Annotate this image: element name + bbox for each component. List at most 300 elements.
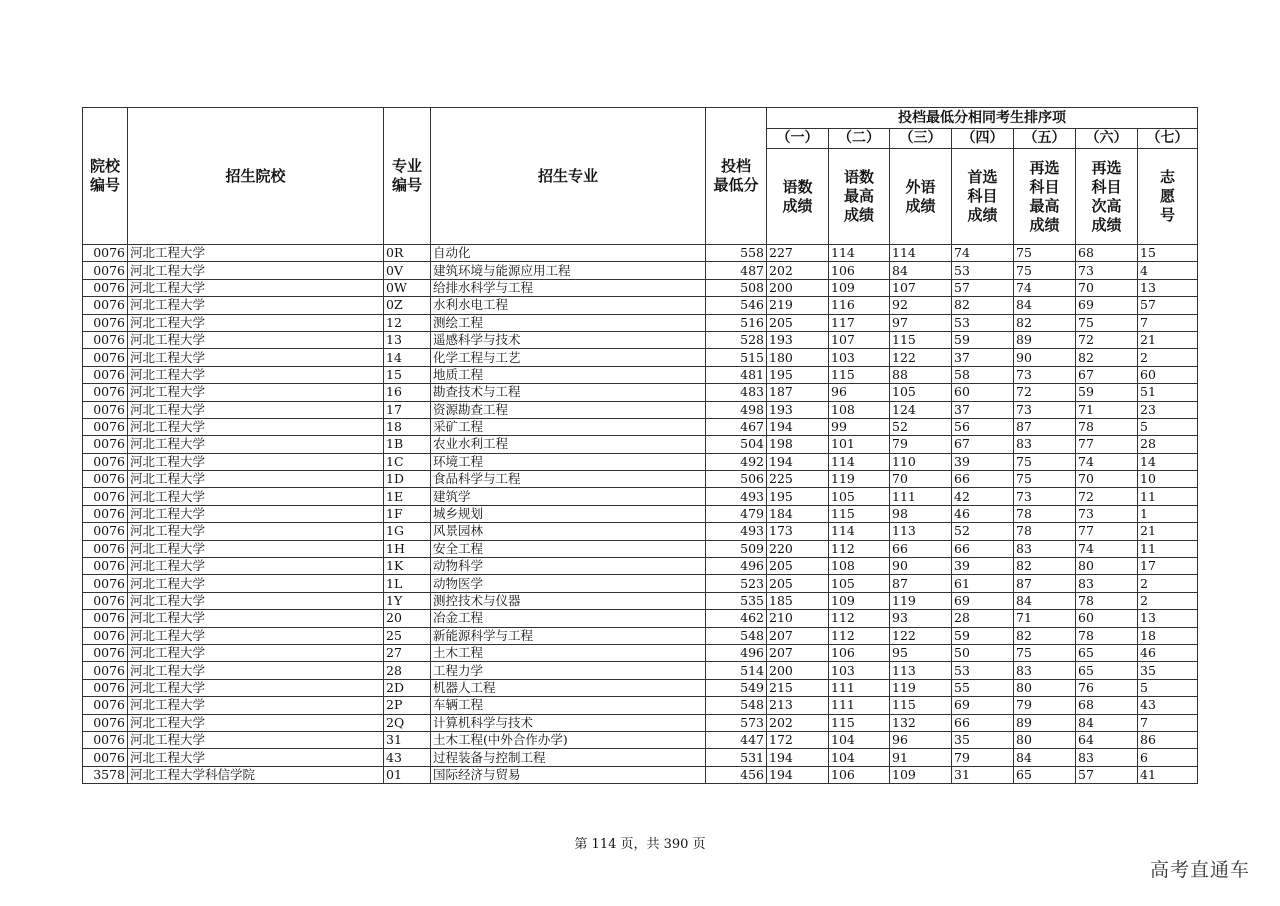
school-name-cell: 河北工程大学 bbox=[128, 453, 384, 470]
school-code-cell: 0076 bbox=[83, 714, 128, 731]
chinese-math-score-cell: 205 bbox=[767, 314, 829, 331]
min-score-cell: 481 bbox=[706, 366, 767, 383]
chinese-math-max-cell: 105 bbox=[829, 575, 890, 592]
table-row bbox=[83, 262, 1198, 279]
chinese-math-score-cell: 185 bbox=[767, 592, 829, 609]
major-code-cell: 17 bbox=[384, 401, 431, 418]
chinese-math-score-cell: 219 bbox=[767, 297, 829, 314]
preference-number-cell: 7 bbox=[1138, 314, 1198, 331]
reselect-max-score-cell: 74 bbox=[1014, 279, 1076, 296]
major-name-cell: 自动化 bbox=[431, 245, 706, 262]
chinese-math-max-cell: 108 bbox=[829, 558, 890, 575]
table-row bbox=[83, 331, 1198, 348]
chinese-math-score-cell: 194 bbox=[767, 418, 829, 435]
school-code-cell: 0076 bbox=[83, 471, 128, 488]
reselect-max-score-cell: 82 bbox=[1014, 627, 1076, 644]
chinese-math-max-cell: 117 bbox=[829, 314, 890, 331]
min-score-cell: 548 bbox=[706, 627, 767, 644]
reselect-second-score-cell: 59 bbox=[1076, 384, 1138, 401]
min-score-cell: 456 bbox=[706, 766, 767, 783]
school-name-cell: 河北工程大学 bbox=[128, 297, 384, 314]
header-rank-number: （七） bbox=[1138, 129, 1198, 149]
chinese-math-max-cell: 119 bbox=[829, 471, 890, 488]
major-code-cell: 28 bbox=[384, 662, 431, 679]
first-subject-score-cell: 82 bbox=[952, 297, 1014, 314]
table-row bbox=[83, 453, 1198, 470]
school-code-cell: 0076 bbox=[83, 679, 128, 696]
reselect-max-score-cell: 79 bbox=[1014, 697, 1076, 714]
min-score-cell: 493 bbox=[706, 488, 767, 505]
foreign-lang-score-cell: 110 bbox=[890, 453, 952, 470]
school-code-cell: 0076 bbox=[83, 488, 128, 505]
header-rank-item: 语数 成绩 bbox=[767, 149, 829, 245]
min-score-cell: 467 bbox=[706, 418, 767, 435]
major-name-cell: 农业水利工程 bbox=[431, 436, 706, 453]
school-code-cell: 3578 bbox=[83, 766, 128, 783]
school-name-cell: 河北工程大学 bbox=[128, 662, 384, 679]
major-code-cell: 18 bbox=[384, 418, 431, 435]
table-row bbox=[83, 314, 1198, 331]
foreign-lang-score-cell: 96 bbox=[890, 731, 952, 748]
preference-number-cell: 2 bbox=[1138, 575, 1198, 592]
preference-number-cell: 17 bbox=[1138, 558, 1198, 575]
reselect-max-score-cell: 83 bbox=[1014, 540, 1076, 557]
reselect-second-score-cell: 76 bbox=[1076, 679, 1138, 696]
chinese-math-score-cell: 195 bbox=[767, 366, 829, 383]
chinese-math-max-cell: 103 bbox=[829, 662, 890, 679]
reselect-second-score-cell: 78 bbox=[1076, 418, 1138, 435]
first-subject-score-cell: 50 bbox=[952, 644, 1014, 661]
min-score-cell: 514 bbox=[706, 662, 767, 679]
table-row bbox=[83, 592, 1198, 609]
foreign-lang-score-cell: 124 bbox=[890, 401, 952, 418]
major-code-cell: 20 bbox=[384, 610, 431, 627]
reselect-second-score-cell: 71 bbox=[1076, 401, 1138, 418]
major-name-cell: 食品科学与工程 bbox=[431, 471, 706, 488]
preference-number-cell: 51 bbox=[1138, 384, 1198, 401]
foreign-lang-score-cell: 52 bbox=[890, 418, 952, 435]
header-ranking-group: 投档最低分相同考生排序项 bbox=[767, 108, 1198, 129]
chinese-math-max-cell: 107 bbox=[829, 331, 890, 348]
header-school-code: 院校 编号 bbox=[83, 108, 128, 245]
preference-number-cell: 43 bbox=[1138, 697, 1198, 714]
chinese-math-max-cell: 116 bbox=[829, 297, 890, 314]
chinese-math-score-cell: 215 bbox=[767, 679, 829, 696]
preference-number-cell: 18 bbox=[1138, 627, 1198, 644]
preference-number-cell: 13 bbox=[1138, 279, 1198, 296]
preference-number-cell: 46 bbox=[1138, 644, 1198, 661]
school-name-cell: 河北工程大学 bbox=[128, 523, 384, 540]
school-name-cell: 河北工程大学 bbox=[128, 262, 384, 279]
reselect-second-score-cell: 68 bbox=[1076, 245, 1138, 262]
reselect-max-score-cell: 87 bbox=[1014, 575, 1076, 592]
first-subject-score-cell: 59 bbox=[952, 627, 1014, 644]
major-code-cell: 1D bbox=[384, 471, 431, 488]
chinese-math-score-cell: 210 bbox=[767, 610, 829, 627]
header-rank-item: 再选 科目 次高 成绩 bbox=[1076, 149, 1138, 245]
table-row bbox=[83, 505, 1198, 522]
foreign-lang-score-cell: 122 bbox=[890, 627, 952, 644]
table-row bbox=[83, 366, 1198, 383]
chinese-math-max-cell: 106 bbox=[829, 644, 890, 661]
major-code-cell: 0V bbox=[384, 262, 431, 279]
preference-number-cell: 11 bbox=[1138, 488, 1198, 505]
table-row bbox=[83, 644, 1198, 661]
preference-number-cell: 21 bbox=[1138, 331, 1198, 348]
major-code-cell: 15 bbox=[384, 366, 431, 383]
school-code-cell: 0076 bbox=[83, 627, 128, 644]
preference-number-cell: 41 bbox=[1138, 766, 1198, 783]
major-code-cell: 12 bbox=[384, 314, 431, 331]
header-rank-number: （一） bbox=[767, 129, 829, 149]
school-name-cell: 河北工程大学 bbox=[128, 558, 384, 575]
major-code-cell: 43 bbox=[384, 749, 431, 766]
foreign-lang-score-cell: 107 bbox=[890, 279, 952, 296]
major-name-cell: 土木工程(中外合作办学) bbox=[431, 731, 706, 748]
min-score-cell: 509 bbox=[706, 540, 767, 557]
table-row bbox=[83, 731, 1198, 748]
major-name-cell: 车辆工程 bbox=[431, 697, 706, 714]
major-code-cell: 16 bbox=[384, 384, 431, 401]
major-code-cell: 2P bbox=[384, 697, 431, 714]
school-name-cell: 河北工程大学 bbox=[128, 610, 384, 627]
reselect-max-score-cell: 84 bbox=[1014, 297, 1076, 314]
major-code-cell: 1L bbox=[384, 575, 431, 592]
min-score-cell: 496 bbox=[706, 558, 767, 575]
preference-number-cell: 60 bbox=[1138, 366, 1198, 383]
table-row bbox=[83, 349, 1198, 366]
reselect-second-score-cell: 68 bbox=[1076, 697, 1138, 714]
min-score-cell: 573 bbox=[706, 714, 767, 731]
min-score-cell: 528 bbox=[706, 331, 767, 348]
reselect-second-score-cell: 73 bbox=[1076, 262, 1138, 279]
reselect-second-score-cell: 72 bbox=[1076, 488, 1138, 505]
major-name-cell: 国际经济与贸易 bbox=[431, 766, 706, 783]
preference-number-cell: 5 bbox=[1138, 679, 1198, 696]
table-row bbox=[83, 627, 1198, 644]
school-code-cell: 0076 bbox=[83, 349, 128, 366]
major-name-cell: 测绘工程 bbox=[431, 314, 706, 331]
table-row bbox=[83, 662, 1198, 679]
foreign-lang-score-cell: 113 bbox=[890, 523, 952, 540]
first-subject-score-cell: 52 bbox=[952, 523, 1014, 540]
first-subject-score-cell: 31 bbox=[952, 766, 1014, 783]
reselect-second-score-cell: 64 bbox=[1076, 731, 1138, 748]
preference-number-cell: 2 bbox=[1138, 349, 1198, 366]
chinese-math-max-cell: 99 bbox=[829, 418, 890, 435]
first-subject-score-cell: 56 bbox=[952, 418, 1014, 435]
preference-number-cell: 14 bbox=[1138, 453, 1198, 470]
school-name-cell: 河北工程大学 bbox=[128, 384, 384, 401]
min-score-cell: 483 bbox=[706, 384, 767, 401]
preference-number-cell: 57 bbox=[1138, 297, 1198, 314]
school-name-cell: 河北工程大学 bbox=[128, 714, 384, 731]
min-score-cell: 548 bbox=[706, 697, 767, 714]
preference-number-cell: 7 bbox=[1138, 714, 1198, 731]
first-subject-score-cell: 66 bbox=[952, 714, 1014, 731]
school-code-cell: 0076 bbox=[83, 453, 128, 470]
table-row bbox=[83, 558, 1198, 575]
table-row bbox=[83, 297, 1198, 314]
min-score-cell: 531 bbox=[706, 749, 767, 766]
school-name-cell: 河北工程大学 bbox=[128, 314, 384, 331]
school-name-cell: 河北工程大学 bbox=[128, 749, 384, 766]
reselect-max-score-cell: 83 bbox=[1014, 436, 1076, 453]
school-code-cell: 0076 bbox=[83, 331, 128, 348]
preference-number-cell: 10 bbox=[1138, 471, 1198, 488]
foreign-lang-score-cell: 115 bbox=[890, 331, 952, 348]
chinese-math-max-cell: 115 bbox=[829, 366, 890, 383]
preference-number-cell: 1 bbox=[1138, 505, 1198, 522]
major-name-cell: 城乡规划 bbox=[431, 505, 706, 522]
school-code-cell: 0076 bbox=[83, 540, 128, 557]
table-row bbox=[83, 575, 1198, 592]
foreign-lang-score-cell: 95 bbox=[890, 644, 952, 661]
table-row bbox=[83, 679, 1198, 696]
chinese-math-max-cell: 103 bbox=[829, 349, 890, 366]
foreign-lang-score-cell: 66 bbox=[890, 540, 952, 557]
chinese-math-max-cell: 104 bbox=[829, 731, 890, 748]
first-subject-score-cell: 53 bbox=[952, 262, 1014, 279]
chinese-math-score-cell: 200 bbox=[767, 662, 829, 679]
reselect-max-score-cell: 75 bbox=[1014, 262, 1076, 279]
major-name-cell: 动物科学 bbox=[431, 558, 706, 575]
first-subject-score-cell: 37 bbox=[952, 349, 1014, 366]
reselect-second-score-cell: 57 bbox=[1076, 766, 1138, 783]
chinese-math-score-cell: 187 bbox=[767, 384, 829, 401]
major-code-cell: 31 bbox=[384, 731, 431, 748]
reselect-max-score-cell: 78 bbox=[1014, 505, 1076, 522]
preference-number-cell: 11 bbox=[1138, 540, 1198, 557]
chinese-math-score-cell: 202 bbox=[767, 262, 829, 279]
table-row bbox=[83, 401, 1198, 418]
chinese-math-max-cell: 105 bbox=[829, 488, 890, 505]
chinese-math-max-cell: 109 bbox=[829, 592, 890, 609]
chinese-math-max-cell: 115 bbox=[829, 505, 890, 522]
min-score-cell: 515 bbox=[706, 349, 767, 366]
school-name-cell: 河北工程大学 bbox=[128, 697, 384, 714]
chinese-math-score-cell: 173 bbox=[767, 523, 829, 540]
chinese-math-score-cell: 227 bbox=[767, 245, 829, 262]
major-code-cell: 1F bbox=[384, 505, 431, 522]
header-rank-number: （三） bbox=[890, 129, 952, 149]
major-name-cell: 新能源科学与工程 bbox=[431, 627, 706, 644]
admission-table bbox=[82, 107, 1198, 784]
chinese-math-max-cell: 106 bbox=[829, 766, 890, 783]
min-score-cell: 462 bbox=[706, 610, 767, 627]
reselect-second-score-cell: 78 bbox=[1076, 627, 1138, 644]
min-score-cell: 508 bbox=[706, 279, 767, 296]
major-name-cell: 化学工程与工艺 bbox=[431, 349, 706, 366]
school-name-cell: 河北工程大学 bbox=[128, 418, 384, 435]
school-code-cell: 0076 bbox=[83, 279, 128, 296]
reselect-second-score-cell: 69 bbox=[1076, 297, 1138, 314]
chinese-math-score-cell: 195 bbox=[767, 488, 829, 505]
major-name-cell: 测控技术与仪器 bbox=[431, 592, 706, 609]
chinese-math-score-cell: 202 bbox=[767, 714, 829, 731]
major-name-cell: 地质工程 bbox=[431, 366, 706, 383]
reselect-max-score-cell: 84 bbox=[1014, 749, 1076, 766]
major-name-cell: 土木工程 bbox=[431, 644, 706, 661]
major-code-cell: 1B bbox=[384, 436, 431, 453]
reselect-max-score-cell: 75 bbox=[1014, 471, 1076, 488]
school-code-cell: 0076 bbox=[83, 401, 128, 418]
first-subject-score-cell: 37 bbox=[952, 401, 1014, 418]
page-footer: 第 114 页，共 390 页 bbox=[574, 837, 706, 852]
school-name-cell: 河北工程大学 bbox=[128, 245, 384, 262]
header-major-code: 专业 编号 bbox=[384, 108, 431, 245]
school-name-cell: 河北工程大学 bbox=[128, 505, 384, 522]
reselect-second-score-cell: 70 bbox=[1076, 471, 1138, 488]
school-code-cell: 0076 bbox=[83, 245, 128, 262]
school-name-cell: 河北工程大学 bbox=[128, 401, 384, 418]
chinese-math-score-cell: 193 bbox=[767, 331, 829, 348]
chinese-math-score-cell: 205 bbox=[767, 575, 829, 592]
major-name-cell: 过程装备与控制工程 bbox=[431, 749, 706, 766]
reselect-max-score-cell: 82 bbox=[1014, 314, 1076, 331]
first-subject-score-cell: 58 bbox=[952, 366, 1014, 383]
table-row bbox=[83, 766, 1198, 783]
min-score-cell: 558 bbox=[706, 245, 767, 262]
first-subject-score-cell: 53 bbox=[952, 662, 1014, 679]
reselect-max-score-cell: 78 bbox=[1014, 523, 1076, 540]
chinese-math-max-cell: 96 bbox=[829, 384, 890, 401]
school-code-cell: 0076 bbox=[83, 297, 128, 314]
table-row bbox=[83, 384, 1198, 401]
reselect-max-score-cell: 75 bbox=[1014, 453, 1076, 470]
chinese-math-score-cell: 213 bbox=[767, 697, 829, 714]
chinese-math-max-cell: 111 bbox=[829, 697, 890, 714]
preference-number-cell: 15 bbox=[1138, 245, 1198, 262]
school-code-cell: 0076 bbox=[83, 697, 128, 714]
chinese-math-score-cell: 200 bbox=[767, 279, 829, 296]
first-subject-score-cell: 66 bbox=[952, 471, 1014, 488]
first-subject-score-cell: 57 bbox=[952, 279, 1014, 296]
reselect-max-score-cell: 82 bbox=[1014, 558, 1076, 575]
min-score-cell: 506 bbox=[706, 471, 767, 488]
min-score-cell: 479 bbox=[706, 505, 767, 522]
school-code-cell: 0076 bbox=[83, 366, 128, 383]
major-name-cell: 水利水电工程 bbox=[431, 297, 706, 314]
school-name-cell: 河北工程大学 bbox=[128, 540, 384, 557]
reselect-second-score-cell: 84 bbox=[1076, 714, 1138, 731]
chinese-math-max-cell: 114 bbox=[829, 245, 890, 262]
chinese-math-max-cell: 115 bbox=[829, 714, 890, 731]
school-name-cell: 河北工程大学 bbox=[128, 331, 384, 348]
first-subject-score-cell: 28 bbox=[952, 610, 1014, 627]
foreign-lang-score-cell: 87 bbox=[890, 575, 952, 592]
school-code-cell: 0076 bbox=[83, 731, 128, 748]
min-score-cell: 496 bbox=[706, 644, 767, 661]
table-row bbox=[83, 540, 1198, 557]
first-subject-score-cell: 66 bbox=[952, 540, 1014, 557]
major-code-cell: 2Q bbox=[384, 714, 431, 731]
first-subject-score-cell: 60 bbox=[952, 384, 1014, 401]
school-code-cell: 0076 bbox=[83, 592, 128, 609]
reselect-max-score-cell: 80 bbox=[1014, 679, 1076, 696]
reselect-max-score-cell: 73 bbox=[1014, 366, 1076, 383]
min-score-cell: 493 bbox=[706, 523, 767, 540]
chinese-math-max-cell: 112 bbox=[829, 540, 890, 557]
chinese-math-max-cell: 104 bbox=[829, 749, 890, 766]
chinese-math-score-cell: 198 bbox=[767, 436, 829, 453]
first-subject-score-cell: 39 bbox=[952, 558, 1014, 575]
reselect-max-score-cell: 80 bbox=[1014, 731, 1076, 748]
reselect-second-score-cell: 65 bbox=[1076, 644, 1138, 661]
reselect-second-score-cell: 60 bbox=[1076, 610, 1138, 627]
major-name-cell: 遥感科学与技术 bbox=[431, 331, 706, 348]
chinese-math-max-cell: 106 bbox=[829, 262, 890, 279]
chinese-math-score-cell: 207 bbox=[767, 644, 829, 661]
school-code-cell: 0076 bbox=[83, 436, 128, 453]
reselect-second-score-cell: 77 bbox=[1076, 436, 1138, 453]
table-row bbox=[83, 279, 1198, 296]
header-rank-item: 外语 成绩 bbox=[890, 149, 952, 245]
header-rank-item: 首选 科目 成绩 bbox=[952, 149, 1014, 245]
min-score-cell: 549 bbox=[706, 679, 767, 696]
min-score-cell: 498 bbox=[706, 401, 767, 418]
chinese-math-score-cell: 194 bbox=[767, 453, 829, 470]
min-score-cell: 523 bbox=[706, 575, 767, 592]
school-name-cell: 河北工程大学 bbox=[128, 471, 384, 488]
table-row bbox=[83, 245, 1198, 262]
header-rank-item: 语数 最高 成绩 bbox=[829, 149, 890, 245]
reselect-second-score-cell: 83 bbox=[1076, 575, 1138, 592]
major-code-cell: 14 bbox=[384, 349, 431, 366]
school-code-cell: 0076 bbox=[83, 644, 128, 661]
first-subject-score-cell: 55 bbox=[952, 679, 1014, 696]
school-name-cell: 河北工程大学 bbox=[128, 731, 384, 748]
reselect-second-score-cell: 78 bbox=[1076, 592, 1138, 609]
reselect-max-score-cell: 83 bbox=[1014, 662, 1076, 679]
school-name-cell: 河北工程大学 bbox=[128, 627, 384, 644]
school-name-cell: 河北工程大学 bbox=[128, 644, 384, 661]
table-row bbox=[83, 610, 1198, 627]
chinese-math-max-cell: 108 bbox=[829, 401, 890, 418]
school-code-cell: 0076 bbox=[83, 575, 128, 592]
school-name-cell: 河北工程大学 bbox=[128, 436, 384, 453]
table-row bbox=[83, 418, 1198, 435]
reselect-max-score-cell: 90 bbox=[1014, 349, 1076, 366]
foreign-lang-score-cell: 90 bbox=[890, 558, 952, 575]
school-code-cell: 0076 bbox=[83, 662, 128, 679]
first-subject-score-cell: 67 bbox=[952, 436, 1014, 453]
chinese-math-score-cell: 194 bbox=[767, 766, 829, 783]
major-name-cell: 建筑环境与能源应用工程 bbox=[431, 262, 706, 279]
major-name-cell: 风景园林 bbox=[431, 523, 706, 540]
foreign-lang-score-cell: 98 bbox=[890, 505, 952, 522]
school-name-cell: 河北工程大学 bbox=[128, 349, 384, 366]
major-code-cell: 0R bbox=[384, 245, 431, 262]
foreign-lang-score-cell: 79 bbox=[890, 436, 952, 453]
major-name-cell: 环境工程 bbox=[431, 453, 706, 470]
chinese-math-max-cell: 111 bbox=[829, 679, 890, 696]
chinese-math-score-cell: 220 bbox=[767, 540, 829, 557]
school-code-cell: 0076 bbox=[83, 418, 128, 435]
major-name-cell: 安全工程 bbox=[431, 540, 706, 557]
major-code-cell: 27 bbox=[384, 644, 431, 661]
major-code-cell: 01 bbox=[384, 766, 431, 783]
table-row bbox=[83, 436, 1198, 453]
min-score-cell: 487 bbox=[706, 262, 767, 279]
chinese-math-score-cell: 194 bbox=[767, 749, 829, 766]
reselect-max-score-cell: 75 bbox=[1014, 644, 1076, 661]
chinese-math-score-cell: 180 bbox=[767, 349, 829, 366]
reselect-second-score-cell: 82 bbox=[1076, 349, 1138, 366]
preference-number-cell: 23 bbox=[1138, 401, 1198, 418]
chinese-math-score-cell: 184 bbox=[767, 505, 829, 522]
reselect-max-score-cell: 89 bbox=[1014, 714, 1076, 731]
